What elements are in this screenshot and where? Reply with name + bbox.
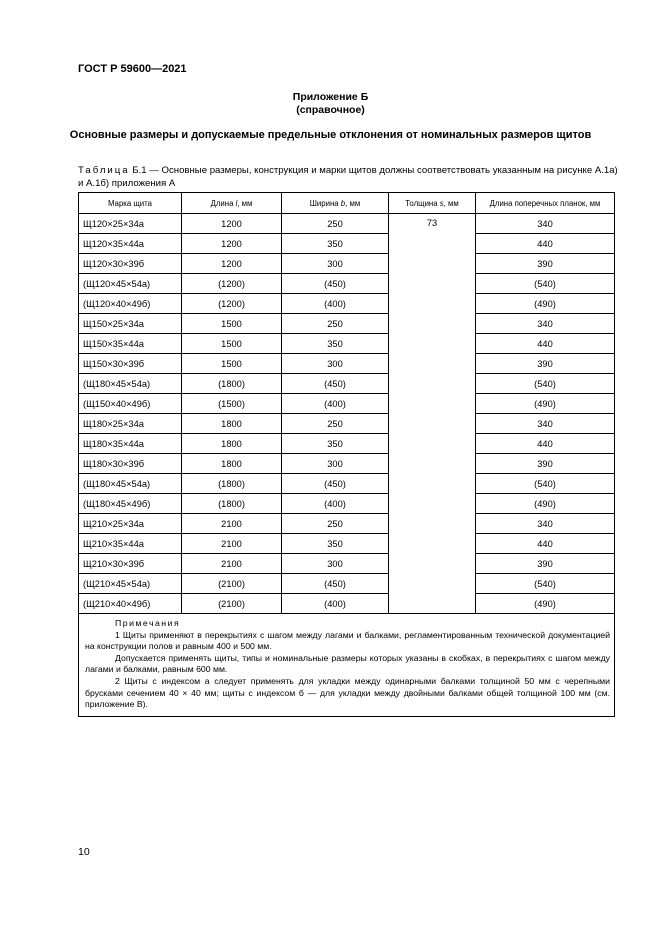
cell-width: (400) bbox=[282, 294, 389, 314]
cell-mark: (Щ120×40×49б) bbox=[79, 294, 182, 314]
table-caption bbox=[78, 164, 618, 190]
cell-width: 300 bbox=[282, 554, 389, 574]
table-row bbox=[79, 594, 615, 614]
table-row bbox=[79, 294, 615, 314]
cell-width: (450) bbox=[282, 574, 389, 594]
cell-mark: Щ150×30×39б bbox=[79, 354, 182, 374]
cell-width: 350 bbox=[282, 234, 389, 254]
cell-plank-length: 440 bbox=[476, 434, 615, 454]
header-mark: Марка щита bbox=[79, 193, 182, 214]
cell-length: (1200) bbox=[182, 274, 282, 294]
page-number: 10 bbox=[78, 846, 90, 858]
cell-length: 1500 bbox=[182, 334, 282, 354]
cell-width: 350 bbox=[282, 434, 389, 454]
cell-plank-length: 390 bbox=[476, 454, 615, 474]
note-paragraph: 2 Щиты с индексом а следует применять для укладки между одинарными балками толщиной 50 мм с черепными брусками сечением 40 × 40 мм; щиты с индексом б — для укладки между двойными балками общей толщиной 100 мм (см. приложение В). bbox=[85, 675, 610, 710]
cell-plank-length: 390 bbox=[476, 254, 615, 274]
cell-length: (1800) bbox=[182, 474, 282, 494]
cell-mark: Щ120×25×34а bbox=[79, 214, 182, 234]
cell-length: 1800 bbox=[182, 434, 282, 454]
table-header-row bbox=[79, 193, 615, 214]
cell-width: (450) bbox=[282, 274, 389, 294]
cell-mark: (Щ120×45×54а) bbox=[79, 274, 182, 294]
cell-plank-length: 340 bbox=[476, 214, 615, 234]
cell-mark: (Щ210×45×54а) bbox=[79, 574, 182, 594]
cell-width: 250 bbox=[282, 514, 389, 534]
document-code: ГОСТ Р 59600—2021 bbox=[78, 63, 187, 75]
table-row bbox=[79, 494, 615, 514]
cell-mark: Щ180×35×44а bbox=[79, 434, 182, 454]
cell-width: 350 bbox=[282, 334, 389, 354]
header-plank-length: Длина поперечных планок, мм bbox=[476, 193, 615, 214]
cell-plank-length: 390 bbox=[476, 354, 615, 374]
cell-length: 1800 bbox=[182, 414, 282, 434]
notes-heading: Примечания bbox=[115, 618, 181, 628]
cell-mark: (Щ180×45×54а) bbox=[79, 374, 182, 394]
note-paragraph: Допускается применять щиты, типы и номинальные размеры которых указаны в скобках, в перекрытиях с шагом между лагами и балками, равным 600 мм. bbox=[85, 652, 610, 675]
cell-plank-length: 340 bbox=[476, 414, 615, 434]
cell-plank-length: (490) bbox=[476, 594, 615, 614]
cell-mark: (Щ210×40×49б) bbox=[79, 594, 182, 614]
appendix-subtitle: (справочное) bbox=[296, 104, 365, 116]
cell-width: 250 bbox=[282, 314, 389, 334]
cell-length: 1200 bbox=[182, 254, 282, 274]
dimensions-table bbox=[78, 192, 615, 717]
header-width: Ширина b, мм bbox=[282, 193, 389, 214]
cell-width: (450) bbox=[282, 374, 389, 394]
cell-mark: Щ210×30×39б bbox=[79, 554, 182, 574]
cell-plank-length: (540) bbox=[476, 574, 615, 594]
table-row bbox=[79, 254, 615, 274]
header-length: Длина l, мм bbox=[182, 193, 282, 214]
cell-width: 250 bbox=[282, 414, 389, 434]
cell-mark: (Щ180×45×49б) bbox=[79, 494, 182, 514]
table-row bbox=[79, 314, 615, 334]
table-row bbox=[79, 354, 615, 374]
cell-length: (1800) bbox=[182, 494, 282, 514]
table-row bbox=[79, 394, 615, 414]
cell-length: (1500) bbox=[182, 394, 282, 414]
cell-plank-length: (490) bbox=[476, 294, 615, 314]
cell-plank-length: 390 bbox=[476, 554, 615, 574]
cell-mark: Щ120×35×44а bbox=[79, 234, 182, 254]
cell-plank-length: 440 bbox=[476, 534, 615, 554]
cell-width: 250 bbox=[282, 214, 389, 234]
cell-thickness: 73 bbox=[389, 214, 476, 614]
cell-mark: (Щ150×40×49б) bbox=[79, 394, 182, 414]
table-caption-label: Таблица bbox=[78, 165, 130, 176]
cell-plank-length: 340 bbox=[476, 514, 615, 534]
cell-mark: Щ120×30×39б bbox=[79, 254, 182, 274]
table-row bbox=[79, 454, 615, 474]
cell-mark: Щ150×25×34а bbox=[79, 314, 182, 334]
cell-plank-length: (490) bbox=[476, 394, 615, 414]
cell-width: 300 bbox=[282, 254, 389, 274]
table-row bbox=[79, 334, 615, 354]
note-paragraph: 1 Щиты применяют в перекрытиях с шагом между лагами и балками, регламентированным технической документацией на конструкции полов и равным 400 и 500 мм. bbox=[85, 629, 610, 652]
cell-width: 300 bbox=[282, 354, 389, 374]
cell-length: 1800 bbox=[182, 454, 282, 474]
cell-plank-length: 440 bbox=[476, 234, 615, 254]
cell-plank-length: (540) bbox=[476, 474, 615, 494]
table-row bbox=[79, 434, 615, 454]
cell-mark: Щ180×25×34а bbox=[79, 414, 182, 434]
header-thickness: Толщина s, мм bbox=[389, 193, 476, 214]
cell-width: (450) bbox=[282, 474, 389, 494]
cell-mark: (Щ180×45×54а) bbox=[79, 474, 182, 494]
table-row bbox=[79, 214, 615, 234]
table-row bbox=[79, 574, 615, 594]
cell-width: 300 bbox=[282, 454, 389, 474]
cell-mark: Щ210×35×44а bbox=[79, 534, 182, 554]
cell-length: 2100 bbox=[182, 514, 282, 534]
table-row bbox=[79, 414, 615, 434]
cell-width: (400) bbox=[282, 594, 389, 614]
cell-length: 1200 bbox=[182, 214, 282, 234]
table-row bbox=[79, 474, 615, 494]
cell-plank-length: (490) bbox=[476, 494, 615, 514]
cell-length: 2100 bbox=[182, 534, 282, 554]
table-caption-text: Б.1 — Основные размеры, конструкция и марки щитов должны соответствовать указанным на рисунке А.1а) и А.1б) приложения А bbox=[78, 165, 618, 189]
cell-length: (2100) bbox=[182, 594, 282, 614]
cell-mark: Щ180×30×39б bbox=[79, 454, 182, 474]
appendix-title-block bbox=[0, 91, 661, 117]
cell-length: 1200 bbox=[182, 234, 282, 254]
cell-width: (400) bbox=[282, 494, 389, 514]
section-heading: Основные размеры и допускаемые предельные отклонения от номинальных размеров щитов bbox=[69, 129, 592, 141]
cell-length: 1500 bbox=[182, 314, 282, 334]
table-row bbox=[79, 554, 615, 574]
table-row bbox=[79, 514, 615, 534]
table-row bbox=[79, 374, 615, 394]
cell-length: (1800) bbox=[182, 374, 282, 394]
cell-plank-length: 340 bbox=[476, 314, 615, 334]
cell-mark: Щ210×25×34а bbox=[79, 514, 182, 534]
cell-length: (2100) bbox=[182, 574, 282, 594]
notes-row bbox=[79, 614, 615, 717]
table-row bbox=[79, 234, 615, 254]
cell-length: 2100 bbox=[182, 554, 282, 574]
cell-plank-length: 440 bbox=[476, 334, 615, 354]
cell-plank-length: (540) bbox=[476, 274, 615, 294]
table-row bbox=[79, 274, 615, 294]
cell-length: (1200) bbox=[182, 294, 282, 314]
notes-cell bbox=[79, 614, 615, 717]
cell-length: 1500 bbox=[182, 354, 282, 374]
cell-plank-length: (540) bbox=[476, 374, 615, 394]
cell-width: 350 bbox=[282, 534, 389, 554]
cell-width: (400) bbox=[282, 394, 389, 414]
appendix-title: Приложение Б bbox=[292, 91, 369, 103]
table-row bbox=[79, 534, 615, 554]
cell-mark: Щ150×35×44а bbox=[79, 334, 182, 354]
